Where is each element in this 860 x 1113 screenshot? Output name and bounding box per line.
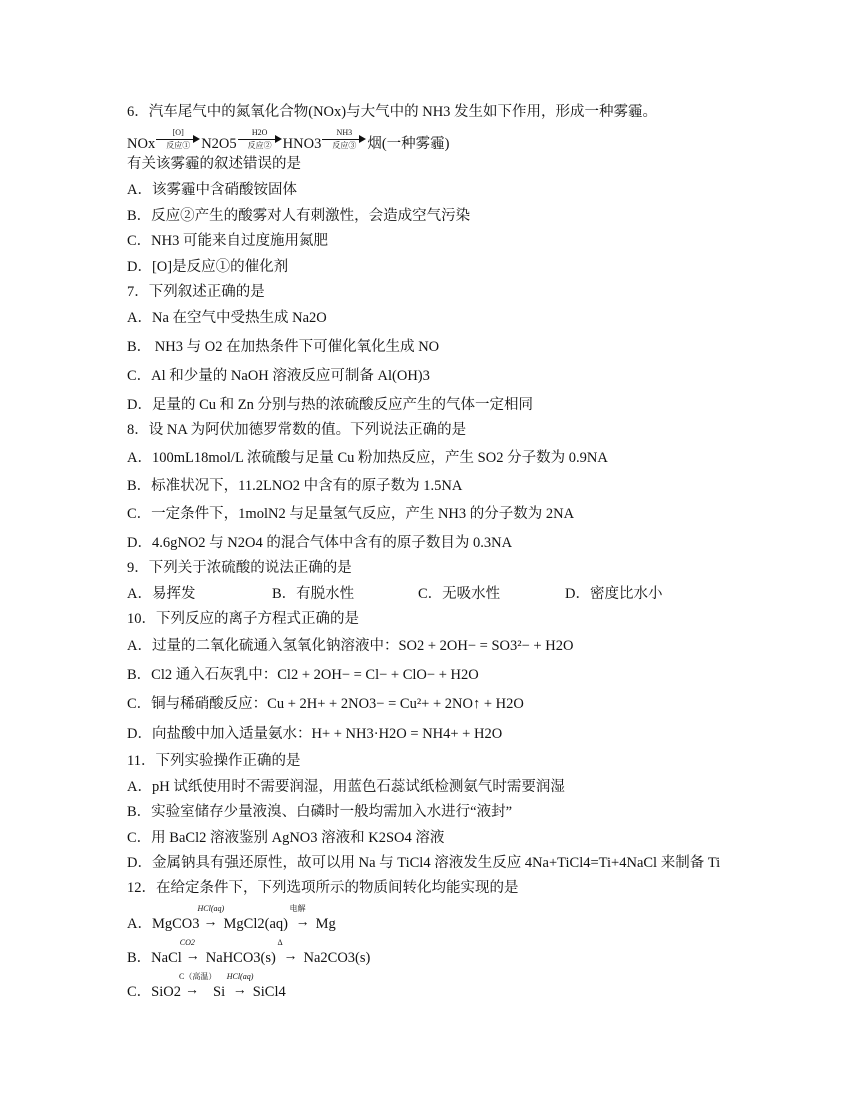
q12-a-arrow-1: HCl(aq) → [202, 908, 222, 930]
q12-c-arrow-2-label: HCl(aq) [226, 972, 254, 981]
q8-option-b: B．标准状况下，11.2LNO2 中含有的原子数为 1.5NA [127, 478, 463, 494]
q12-option-b [127, 938, 371, 967]
q12-option-c-label: C． [127, 984, 152, 1000]
q6-arrow-2-top: H2O [251, 128, 268, 137]
q6-option-c: C．NH3 可能来自过度施用氮肥 [127, 233, 328, 249]
q12-c-arrow-2: HCl(aq) → [231, 976, 251, 998]
q12-b-arrow-2: Δ → [281, 942, 301, 964]
q12-b-species-2: NaHCO3(s) [205, 950, 276, 966]
q11-option-d: D．金属钠具有强还原性，故可以用 Na 与 TiCl4 溶液发生反应 4Na+TiCl4=Ti+4NaCl 来制备 Ti [127, 855, 721, 871]
q12-option-a-label: A． [127, 916, 152, 932]
q11-stem: 11．下列实验操作正确的是 [127, 753, 301, 769]
q12-stem: 12．在给定条件下，下列选项所示的物质间转化均能实现的是 [127, 880, 519, 896]
q6-option-d: D．[O]是反应①的催化剂 [127, 259, 289, 275]
q7-stem: 7．下列叙述正确的是 [127, 284, 265, 300]
q12-option-b-label: B． [127, 950, 152, 966]
q12-option-a [127, 904, 336, 933]
q6-arrow-2-bottom: 反应② [247, 141, 272, 150]
q6-arrow-3-bottom: 反应③ [332, 141, 357, 150]
q12-a-species-1: MgCO3 [151, 916, 200, 932]
q6-species-2: N2O5 [201, 136, 237, 152]
q12-b-arrow-1: CO2 → [184, 942, 204, 964]
q6-arrow-1 [156, 130, 200, 148]
q8-option-c: C．一定条件下，1molN2 与足量氢气反应，产生 NH3 的分子数为 2NA [127, 506, 575, 522]
q12-b-species-1: NaCl [151, 950, 182, 966]
q9-option-c: C．无吸水性 [418, 586, 501, 602]
q6-stem: 6．汽车尾气中的氮氧化合物(NOx)与大气中的 NH3 发生如下作用，形成一种雾霾。 [127, 104, 658, 120]
q12-b-arrow-1-label: CO2 [179, 938, 195, 947]
q8-option-a: A．100mL18mol/L 浓硫酸与足量 Cu 粉加热反应，产生 SO2 分子数为 0.9NA [127, 450, 608, 466]
q10-option-b: B．Cl2 通入石灰乳中：Cl2 + 2OH− = Cl− + ClO− + H2O [127, 667, 479, 683]
q12-option-c [127, 972, 286, 1001]
q6-species-3: HNO3 [282, 136, 322, 152]
q11-option-b: B．实验室储存少量液溴、白磷时一般均需加入水进行“液封” [127, 804, 513, 820]
q6-prompt: 有关该雾霾的叙述错误的是 [127, 156, 301, 172]
q8-option-d: D．4.6gNO2 与 N2O4 的混合气体中含有的原子数目为 0.3NA [127, 535, 513, 551]
q7-option-d: D．足量的 Cu 和 Zn 分别与热的浓硫酸反应产生的气体一定相同 [127, 397, 533, 413]
q6-species-1: NOx [127, 136, 156, 152]
q9-stem: 9．下列关于浓硫酸的说法正确的是 [127, 560, 352, 576]
q12-a-arrow-2: 电解 → [294, 908, 314, 930]
q10-option-a: A．过量的二氧化硫通入氢氧化钠溶液中：SO2 + 2OH− = SO3²− + H2O [127, 638, 574, 654]
q12-c-arrow-1-label: C（高温） [179, 972, 217, 981]
q10-stem: 10．下列反应的离子方程式正确的是 [127, 611, 359, 627]
q6-arrow-2 [238, 130, 282, 148]
q11-option-a: A．pH 试纸使用时不需要润湿，用蓝色石蕊试纸检测氨气时需要润湿 [127, 779, 565, 795]
q12-a-arrow-1-label: HCl(aq) [197, 904, 225, 913]
q9-option-a: A．易挥发 [127, 586, 196, 602]
q12-b-arrow-2-label: Δ [277, 938, 283, 947]
q11-option-c: C．用 BaCl2 溶液鉴别 AgNO3 溶液和 K2SO4 溶液 [127, 830, 445, 846]
q6-species-4: 烟(一种雾霾) [367, 136, 450, 152]
q12-c-species-2: Si [213, 984, 226, 1000]
q6-option-b: B．反应②产生的酸雾对人有刺激性，会造成空气污染 [127, 208, 471, 224]
q12-c-arrow-1: C（高温） → [183, 976, 211, 998]
q12-a-species-3: Mg [315, 916, 336, 932]
q6-arrow-3 [322, 130, 366, 148]
q10-option-c: C．铜与稀硝酸反应：Cu + 2H+ + 2NO3− = Cu²+ + 2NO↑ + H2O [127, 696, 524, 712]
q6-arrow-1-top: [O] [172, 128, 184, 137]
q7-option-c: C．Al 和少量的 NaOH 溶液反应可制备 Al(OH)3 [127, 368, 430, 384]
q7-option-b: B． NH3 与 O2 在加热条件下可催化氧化生成 NO [127, 339, 440, 355]
q12-a-arrow-2-label: 电解 [289, 904, 306, 913]
q12-c-species-1: SiO2 [151, 984, 181, 1000]
q7-option-a: A．Na 在空气中受热生成 Na2O [127, 310, 327, 326]
q10-option-d: D．向盐酸中加入适量氨水：H+ + NH3·H2O = NH4+ + H2O [127, 726, 503, 742]
q6-arrow-3-top: NH3 [336, 128, 353, 137]
q12-b-species-3: Na2CO3(s) [303, 950, 371, 966]
q12-a-species-2: MgCl2(aq) [223, 916, 288, 932]
q12-c-species-3: SiCl4 [252, 984, 286, 1000]
q6-reaction-chain [127, 130, 450, 153]
q6-option-a: A．该雾霾中含硝酸铵固体 [127, 182, 297, 198]
q8-stem: 8．设 NA 为阿伏加德罗常数的值。下列说法正确的是 [127, 422, 467, 438]
q6-arrow-1-bottom: 反应① [166, 141, 191, 150]
q9-option-b: B．有脱水性 [272, 586, 355, 602]
q9-option-d: D．密度比水小 [565, 586, 663, 602]
